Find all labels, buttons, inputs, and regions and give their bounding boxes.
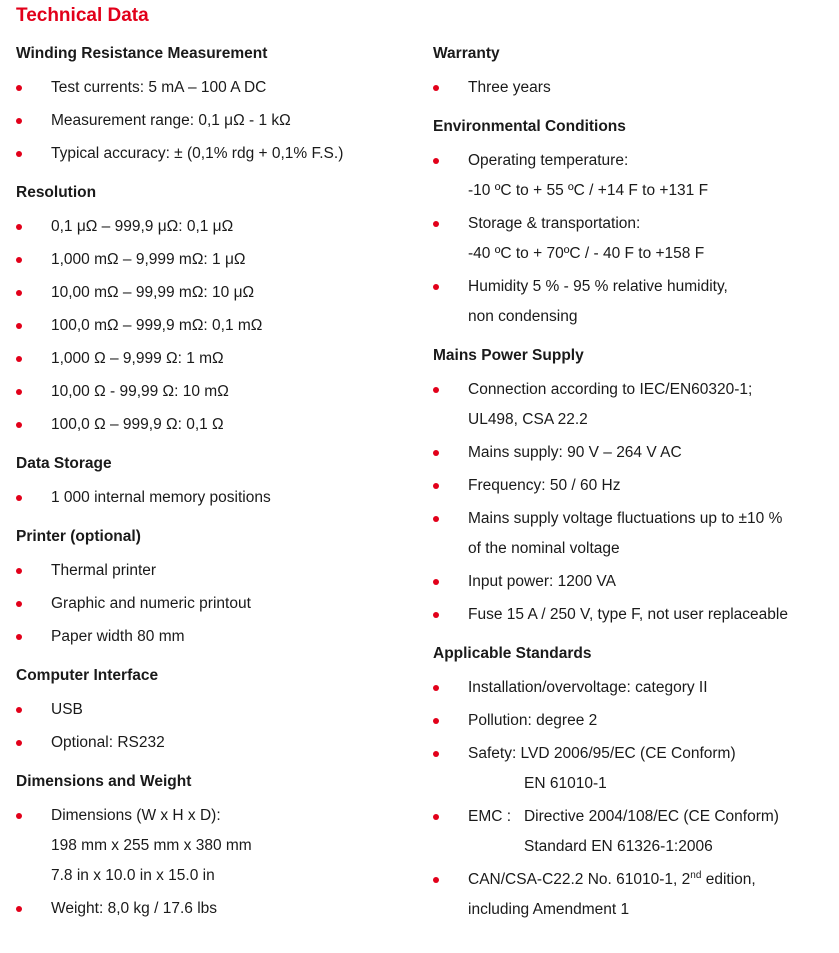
bullet-icon (16, 906, 22, 912)
list-item: Storage & transportation: -40 ºC to + 70ºC / - 40 F to +158 F (433, 209, 833, 269)
list-item: 10,00 Ω - 99,99 Ω: 10 mΩ (16, 377, 411, 407)
list-item: Fuse 15 A / 250 V, type F, not user replaceable (433, 600, 833, 630)
list-item: Test currents: 5 mA – 100 A DC (16, 73, 411, 103)
bullet-list (16, 73, 411, 169)
list-item: CAN/CSA-C22.2 No. 61010-1, 2nd edition, including Amendment 1 (433, 865, 833, 925)
bullet-icon (16, 495, 22, 501)
list-item: 0,1 μΩ – 999,9 μΩ: 0,1 μΩ (16, 212, 411, 242)
bullet-list (433, 375, 833, 630)
list-item: Operating temperature: -10 ºC to + 55 ºC / +14 F to +131 F (433, 146, 833, 206)
bullet-icon (433, 751, 439, 757)
list-item: Weight: 8,0 kg / 17.6 lbs (16, 894, 411, 924)
section-winding-resistance (16, 44, 411, 169)
bullet-icon (16, 813, 22, 819)
section-heading: Dimensions and Weight (16, 773, 192, 790)
bullet-icon (16, 568, 22, 574)
section-heading: Warranty (433, 45, 500, 62)
section-heading: Applicable Standards (433, 645, 592, 662)
section-heading: Winding Resistance Measurement (16, 45, 268, 62)
bullet-icon (16, 601, 22, 607)
list-item: Safety: LVD 2006/95/EC (CE Conform) EN 61010-1 (433, 739, 833, 799)
section-heading: Mains Power Supply (433, 347, 584, 364)
bullet-icon (16, 634, 22, 640)
section-warranty (433, 44, 833, 103)
list-item: Humidity 5 % - 95 % relative humidity, non condensing (433, 272, 833, 332)
bullet-icon (433, 877, 439, 883)
list-item: Input power: 1200 VA (433, 567, 833, 597)
section-resolution (16, 183, 411, 440)
list-item: Mains supply voltage fluctuations up to ±10 % of the nominal voltage (433, 504, 833, 564)
list-item: Optional: RS232 (16, 728, 411, 758)
bullet-icon (16, 257, 22, 263)
bullet-icon (433, 718, 439, 724)
list-item: EMC : Directive 2004/108/EC (CE Conform) Standard EN 61326-1:2006 (433, 802, 833, 862)
section-data-storage (16, 454, 411, 513)
bullet-icon (433, 284, 439, 290)
section-heading: Data Storage (16, 455, 112, 472)
bullet-icon (16, 422, 22, 428)
bullet-icon (433, 814, 439, 820)
bullet-icon (16, 85, 22, 91)
bullet-list (16, 801, 411, 924)
list-item: 100,0 Ω – 999,9 Ω: 0,1 Ω (16, 410, 411, 440)
bullet-icon (433, 158, 439, 164)
bullet-icon (433, 387, 439, 393)
bullet-list (433, 73, 833, 103)
list-item: Typical accuracy: ± (0,1% rdg + 0,1% F.S.) (16, 139, 411, 169)
bullet-list (16, 483, 411, 513)
section-mains-power-supply (433, 346, 833, 630)
bullet-icon (16, 224, 22, 230)
bullet-icon (16, 356, 22, 362)
section-computer-interface (16, 666, 411, 758)
bullet-list (433, 146, 833, 332)
bullet-icon (433, 579, 439, 585)
section-printer (16, 527, 411, 652)
list-item: 100,0 mΩ – 999,9 mΩ: 0,1 mΩ (16, 311, 411, 341)
section-applicable-standards (433, 644, 833, 925)
list-item: Frequency: 50 / 60 Hz (433, 471, 833, 501)
section-environmental-conditions (433, 117, 833, 332)
list-item: 1 000 internal memory positions (16, 483, 411, 513)
bullet-icon (433, 221, 439, 227)
list-item: Three years (433, 73, 833, 103)
bullet-icon (433, 612, 439, 618)
bullet-icon (433, 685, 439, 691)
bullet-list (16, 212, 411, 440)
list-item: 10,00 mΩ – 99,99 mΩ: 10 μΩ (16, 278, 411, 308)
bullet-icon (16, 151, 22, 157)
list-item: Installation/overvoltage: category II (433, 673, 833, 703)
bullet-list (16, 556, 411, 652)
list-item: Connection according to IEC/EN60320-1; UL498, CSA 22.2 (433, 375, 833, 435)
list-item: Pollution: degree 2 (433, 706, 833, 736)
bullet-icon (16, 740, 22, 746)
bullet-list (16, 695, 411, 758)
bullet-list (433, 673, 833, 925)
list-item: Dimensions (W x H x D): 198 mm x 255 mm x 380 mm 7.8 in x 10.0 in x 15.0 in (16, 801, 411, 891)
section-heading: Environmental Conditions (433, 118, 626, 135)
bullet-icon (16, 118, 22, 124)
page-title: Technical Data (16, 5, 149, 26)
bullet-icon (433, 85, 439, 91)
left-column (16, 44, 411, 938)
list-item: Thermal printer (16, 556, 411, 586)
list-item: Graphic and numeric printout (16, 589, 411, 619)
section-heading: Resolution (16, 184, 97, 201)
section-heading: Computer Interface (16, 667, 159, 684)
section-heading: Printer (optional) (16, 528, 141, 545)
bullet-icon (16, 707, 22, 713)
bullet-icon (433, 450, 439, 456)
list-item: Measurement range: 0,1 μΩ - 1 kΩ (16, 106, 411, 136)
list-item: 1,000 Ω – 9,999 Ω: 1 mΩ (16, 344, 411, 374)
list-item: 1,000 mΩ – 9,999 mΩ: 1 μΩ (16, 245, 411, 275)
list-item: Mains supply: 90 V – 264 V AC (433, 438, 833, 468)
list-item: USB (16, 695, 411, 725)
bullet-icon (433, 483, 439, 489)
bullet-icon (16, 290, 22, 296)
list-item: Paper width 80 mm (16, 622, 411, 652)
bullet-icon (16, 323, 22, 329)
section-dimensions-weight (16, 772, 411, 924)
right-column (433, 44, 833, 939)
bullet-icon (16, 389, 22, 395)
bullet-icon (433, 516, 439, 522)
